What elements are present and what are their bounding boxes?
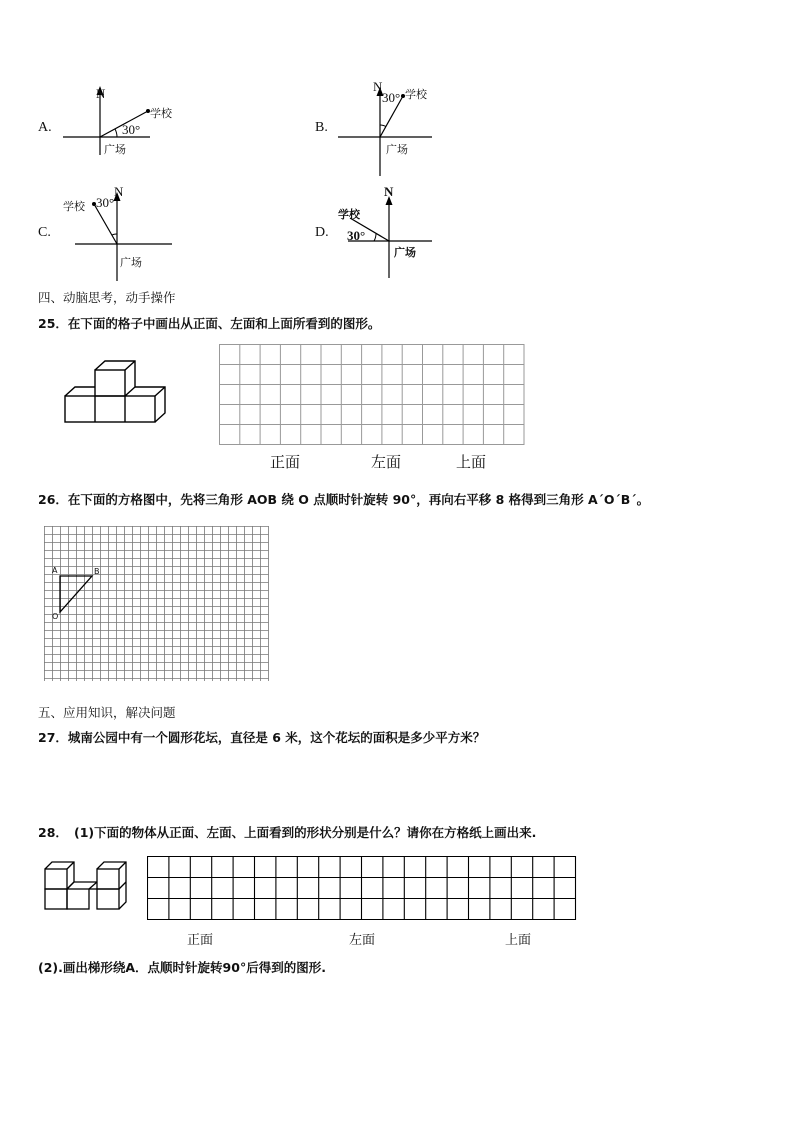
question-28-part2: (2).画出梯形绕A．点顺时针旋转90°后得到的图形.: [38, 960, 326, 975]
option-letter: B.: [315, 120, 328, 135]
drawing-grid-q28: [147, 856, 577, 922]
section-heading: 四、动脑思考，动手操作: [38, 290, 176, 305]
square-label: 广场: [386, 143, 408, 156]
north-label: N: [96, 86, 106, 101]
square-label: 广场: [394, 246, 416, 259]
view-label-top: 上面: [456, 453, 487, 471]
school-label: 学校: [150, 107, 172, 120]
square-label: 广场: [104, 143, 126, 156]
point-label-o: O: [52, 612, 59, 621]
question-25: 25．在下面的格子中画出从正面、左面和上面所看到的图形。: [38, 316, 381, 331]
view-label-front: 正面: [187, 933, 214, 948]
view-label-front: 正面: [270, 453, 301, 471]
question-28-number: 28．: [38, 825, 68, 840]
question-26: 26．在下面的方格图中，先将三角形 AOB 绕 O 点顺时针旋转 90°，再向右平移 8 格得到三角形 A´O´B´。: [38, 492, 650, 507]
north-label: N: [373, 79, 383, 94]
school-label: 学校: [63, 200, 85, 213]
school-label: 学校: [405, 88, 427, 101]
school-label: 学校: [338, 208, 360, 221]
question-28-part1: (1)下面的物体从正面、左面、上面看到的形状分别是什么？请你在方格纸上画出来.: [74, 825, 537, 840]
view-label-top: 上面: [505, 933, 532, 948]
option-letter: C.: [38, 225, 51, 240]
angle-label: 30°: [382, 90, 401, 105]
section-heading: 五、应用知识，解决问题: [38, 705, 176, 720]
angle-label: 30°: [122, 122, 141, 137]
point-label-b: B: [94, 567, 100, 576]
square-label: 广场: [120, 256, 142, 269]
view-label-left: 左面: [349, 933, 376, 948]
drawing-grid-q25: [219, 344, 525, 446]
cube-figure-q28: [42, 858, 128, 914]
option-letter: A.: [38, 120, 52, 135]
north-label: N: [384, 184, 394, 199]
cube-stack-figure: [60, 358, 170, 428]
question-27: 27．城南公园中有一个圆形花坛，直径是 6 米，这个花坛的面积是多少平方米？: [38, 730, 486, 745]
angle-label: 30°: [96, 195, 115, 210]
view-label-left: 左面: [371, 453, 402, 471]
angle-label: 30°: [347, 228, 366, 243]
north-label: N: [114, 184, 124, 199]
point-label-a: A: [52, 566, 58, 575]
rotation-grid-q26: [44, 526, 270, 682]
option-letter: D.: [315, 225, 329, 240]
